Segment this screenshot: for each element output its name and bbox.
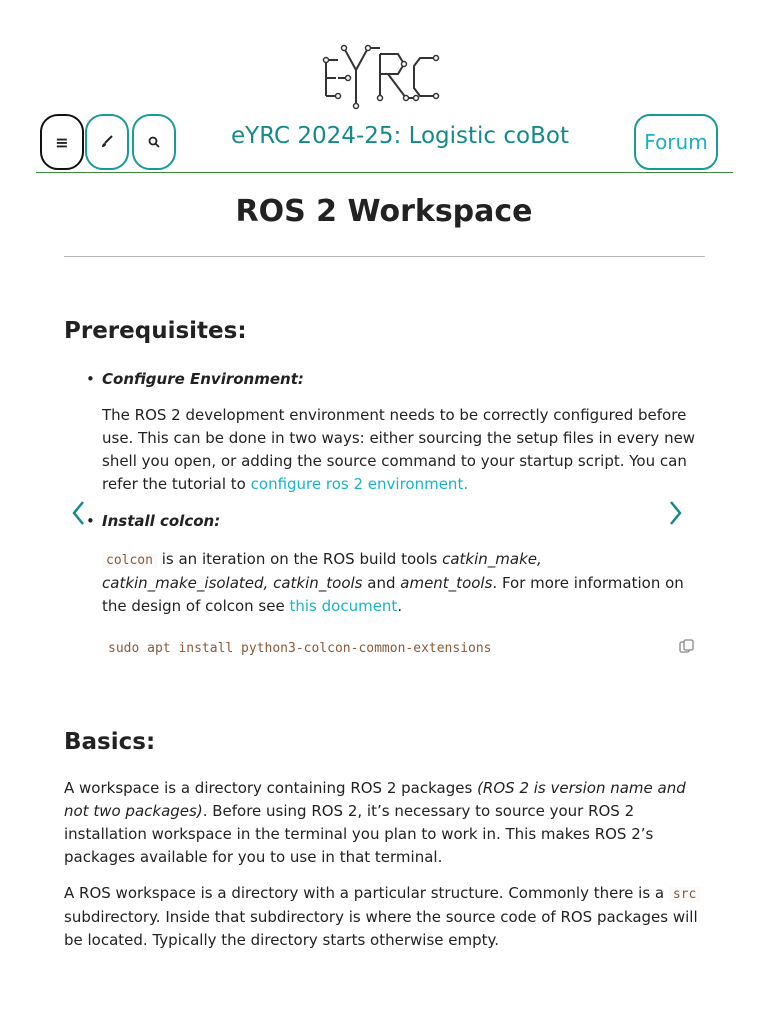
basics-p1-text-2: . Before using ROS 2, it’s necessary to source your ROS 2 installation workspace in the terminal you plan to work in. This makes ROS 2’s packages available for you to use in that terminal.: [64, 802, 654, 866]
colcon-italic-2: ament_tools: [400, 574, 493, 592]
forum-button[interactable]: Forum: [634, 114, 718, 170]
basics-p1-italic: (ROS 2 is version name and not two packages): [64, 779, 686, 820]
site-title[interactable]: eYRC 2024-25: Logistic coBot: [231, 123, 569, 149]
colcon-text-3: . For more information on the design of colcon see: [102, 574, 684, 615]
menu-button[interactable]: [40, 114, 84, 170]
configure-environment-label: Configure Environment:: [102, 370, 304, 388]
install-colcon-text: [102, 548, 706, 618]
page-title: ROS 2 Workspace: [235, 194, 533, 229]
configure-environment-link[interactable]: configure ros 2 environment.: [250, 475, 469, 493]
search-icon: [148, 136, 160, 148]
colcon-text-4: .: [397, 597, 403, 615]
colcon-italic-1: catkin_make, catkin_make_isolated, catkin_tools: [102, 550, 542, 592]
brush-icon: [100, 135, 114, 149]
code-block[interactable]: [102, 636, 704, 664]
colcon-text-1: is an iteration on the ROS build tools: [156, 550, 443, 568]
eyrc-logo-icon: [318, 40, 456, 112]
header-divider: [36, 172, 733, 173]
colcon-text-2: and: [362, 574, 401, 592]
chevron-left-icon: [68, 498, 90, 528]
menu-icon: ≡: [55, 132, 69, 152]
title-divider: [64, 256, 705, 257]
basics-p1-text-1: A workspace is a directory containing ROS 2 packages: [64, 779, 478, 797]
basics-p2-text-1: A ROS workspace is a directory with a particular structure. Commonly there is a: [64, 884, 669, 902]
search-button[interactable]: [132, 114, 176, 170]
bullet-dot: •: [86, 370, 95, 388]
theme-button[interactable]: [85, 114, 129, 170]
copy-icon: [678, 638, 696, 656]
src-code: src: [669, 887, 700, 902]
configure-environment-body: The ROS 2 development environment needs to be correctly configured before use. This can be done in two ways: either sourcing the setup files in every new shell you open, or adding the source command to your startup script. You can refer the tutorial to: [102, 406, 696, 493]
install-colcon-label: Install colcon:: [102, 512, 221, 530]
basics-p2-text-2: subdirectory. Inside that subdirectory is where the source code of ROS packages will be located. Typically the directory starts otherwise empty.: [64, 908, 698, 949]
chevron-right-icon: [664, 498, 686, 528]
install-command[interactable]: sudo apt install python3-colcon-common-extensions: [108, 641, 492, 656]
basics-paragraph-2: [64, 882, 706, 952]
basics-paragraph-1: [64, 777, 706, 869]
basics-heading: Basics:: [64, 729, 156, 755]
colcon-code: colcon: [102, 553, 157, 568]
configure-environment-text: [102, 404, 706, 496]
previous-arrow[interactable]: [68, 498, 90, 528]
next-arrow[interactable]: [664, 498, 686, 528]
copy-button[interactable]: [678, 638, 696, 656]
site-logo[interactable]: [318, 40, 456, 112]
prerequisites-heading: Prerequisites:: [64, 318, 247, 344]
colcon-design-link[interactable]: this document: [289, 597, 398, 615]
bullet-dot: •: [86, 512, 95, 530]
